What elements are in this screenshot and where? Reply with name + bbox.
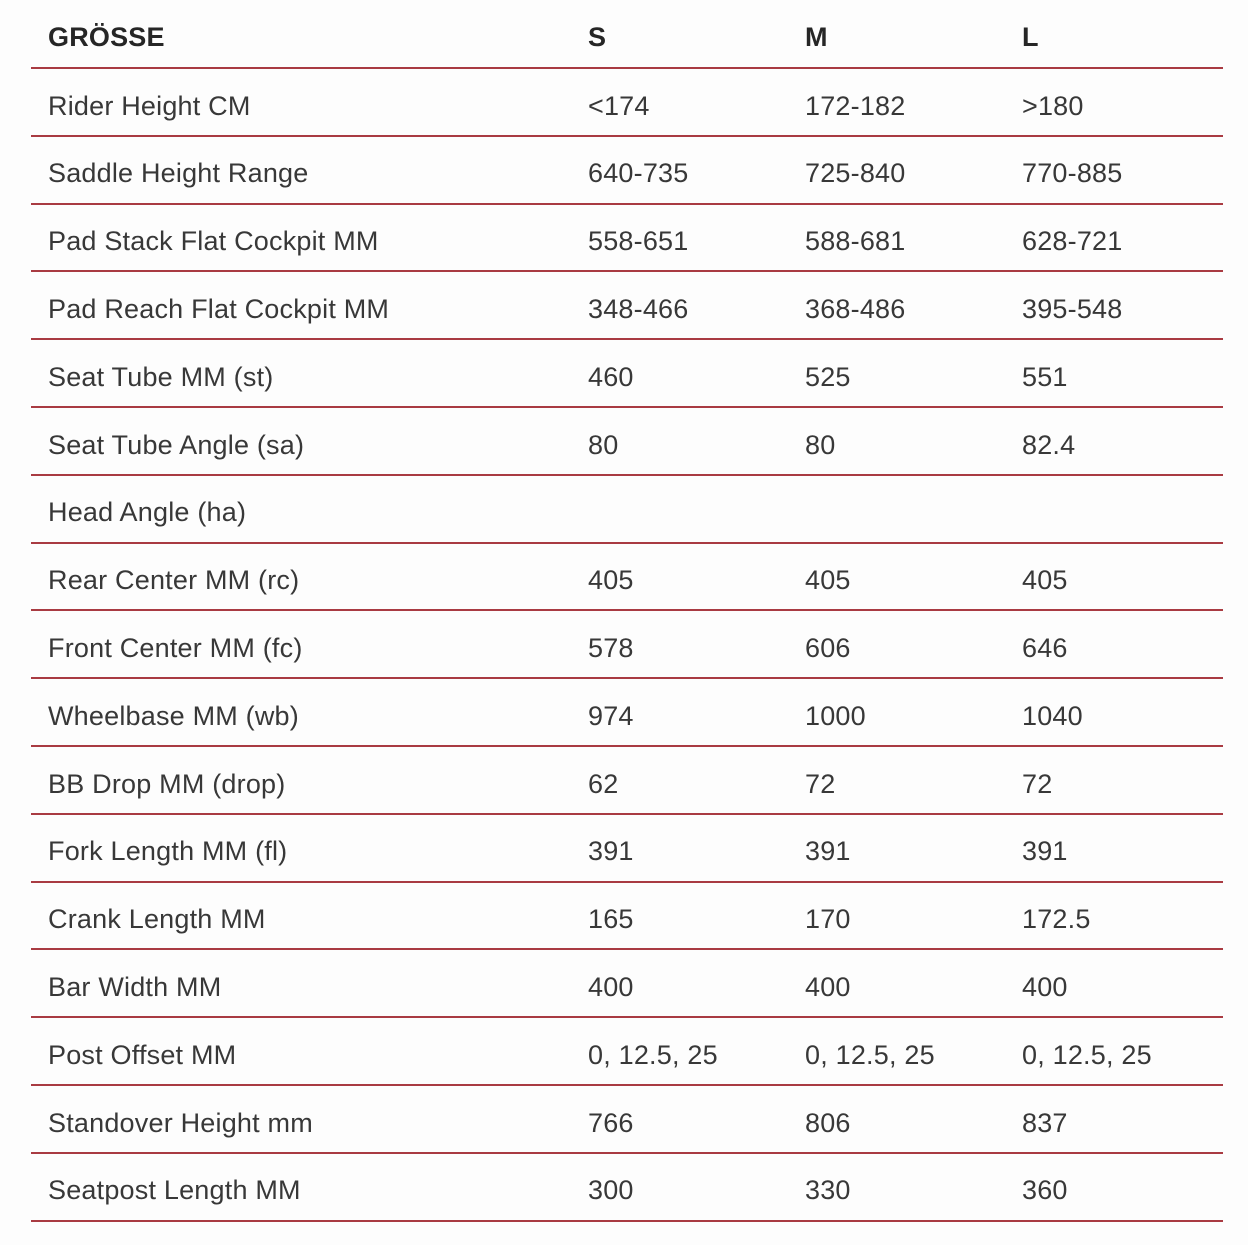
value-size-m: 80 (805, 429, 836, 460)
value-size-m: 400 (805, 971, 851, 1002)
row-label: Bar Width MM (48, 971, 222, 1002)
table-row (31, 950, 1223, 1018)
value-size-s: <174 (588, 90, 650, 121)
table-row (31, 205, 1223, 273)
row-label: Pad Reach Flat Cockpit MM (48, 293, 390, 324)
value-size-l: 551 (1022, 361, 1068, 392)
table-row (31, 1018, 1223, 1086)
table-row (31, 137, 1223, 205)
value-size-m: 588-681 (805, 226, 906, 257)
row-label: Pad Stack Flat Cockpit MM (48, 226, 379, 257)
value-size-m: 725-840 (805, 158, 906, 189)
column-header-groesse: GRÖSSE (48, 22, 165, 53)
row-label: Seat Tube MM (st) (48, 361, 274, 392)
row-label: Rider Height CM (48, 90, 251, 121)
row-label: Seatpost Length MM (48, 1175, 301, 1206)
value-size-l: 0, 12.5, 25 (1022, 1039, 1152, 1070)
table-row (31, 1086, 1223, 1154)
value-size-s: 391 (588, 836, 634, 867)
value-size-m: 806 (805, 1107, 851, 1138)
value-size-l: 646 (1022, 632, 1068, 663)
table-row (31, 544, 1223, 612)
value-size-m: 172-182 (805, 90, 906, 121)
value-size-l: 1040 (1022, 700, 1083, 731)
value-size-l: 360 (1022, 1175, 1068, 1206)
value-size-l: 391 (1022, 836, 1068, 867)
value-size-s: 766 (588, 1107, 634, 1138)
row-label: Head Angle (ha) (48, 497, 247, 528)
value-size-m: 525 (805, 361, 851, 392)
row-label: Seat Tube Angle (sa) (48, 429, 305, 460)
column-header-size-m: M (805, 22, 828, 53)
value-size-l: 770-885 (1022, 158, 1123, 189)
value-size-l: >180 (1022, 90, 1084, 121)
value-size-s: 348-466 (588, 293, 689, 324)
value-size-l: 72 (1022, 768, 1053, 799)
table-row (31, 272, 1223, 340)
value-size-s: 974 (588, 700, 634, 731)
value-size-s: 640-735 (588, 158, 689, 189)
value-size-m: 1000 (805, 700, 866, 731)
row-label: Post Offset MM (48, 1039, 237, 1070)
value-size-m: 606 (805, 632, 851, 663)
table-row (31, 747, 1223, 815)
row-label: Wheelbase MM (wb) (48, 700, 299, 731)
column-header-size-s: S (588, 22, 607, 53)
table-row (31, 1154, 1223, 1222)
value-size-l: 837 (1022, 1107, 1068, 1138)
row-label: Rear Center MM (rc) (48, 565, 300, 596)
row-label: Fork Length MM (fl) (48, 836, 288, 867)
table-row (31, 69, 1223, 137)
row-label: Saddle Height Range (48, 158, 309, 189)
value-size-m: 170 (805, 904, 851, 935)
row-label: Crank Length MM (48, 904, 266, 935)
value-size-m: 72 (805, 768, 836, 799)
value-size-s: 460 (588, 361, 634, 392)
table-body (31, 69, 1223, 1222)
value-size-s: 405 (588, 565, 634, 596)
row-label: BB Drop MM (drop) (48, 768, 286, 799)
table-row (31, 679, 1223, 747)
table-row (31, 340, 1223, 408)
table-row (31, 815, 1223, 883)
value-size-s: 0, 12.5, 25 (588, 1039, 718, 1070)
row-label: Standover Height mm (48, 1107, 313, 1138)
column-header-size-l: L (1022, 22, 1039, 53)
value-size-l: 628-721 (1022, 226, 1123, 257)
value-size-l: 395-548 (1022, 293, 1123, 324)
geometry-spec-table (31, 0, 1223, 1222)
table-row (31, 611, 1223, 679)
value-size-l: 400 (1022, 971, 1068, 1002)
table-header-row (31, 0, 1223, 69)
value-size-l: 82.4 (1022, 429, 1076, 460)
value-size-s: 165 (588, 904, 634, 935)
table-row (31, 883, 1223, 951)
value-size-l: 172.5 (1022, 904, 1091, 935)
value-size-l: 405 (1022, 565, 1068, 596)
value-size-s: 62 (588, 768, 619, 799)
value-size-m: 0, 12.5, 25 (805, 1039, 935, 1070)
value-size-s: 80 (588, 429, 619, 460)
value-size-s: 400 (588, 971, 634, 1002)
row-label: Front Center MM (fc) (48, 632, 303, 663)
value-size-s: 578 (588, 632, 634, 663)
value-size-s: 558-651 (588, 226, 689, 257)
table-row (31, 476, 1223, 544)
value-size-m: 330 (805, 1175, 851, 1206)
value-size-s: 300 (588, 1175, 634, 1206)
value-size-m: 368-486 (805, 293, 906, 324)
value-size-m: 391 (805, 836, 851, 867)
table-row (31, 408, 1223, 476)
value-size-m: 405 (805, 565, 851, 596)
